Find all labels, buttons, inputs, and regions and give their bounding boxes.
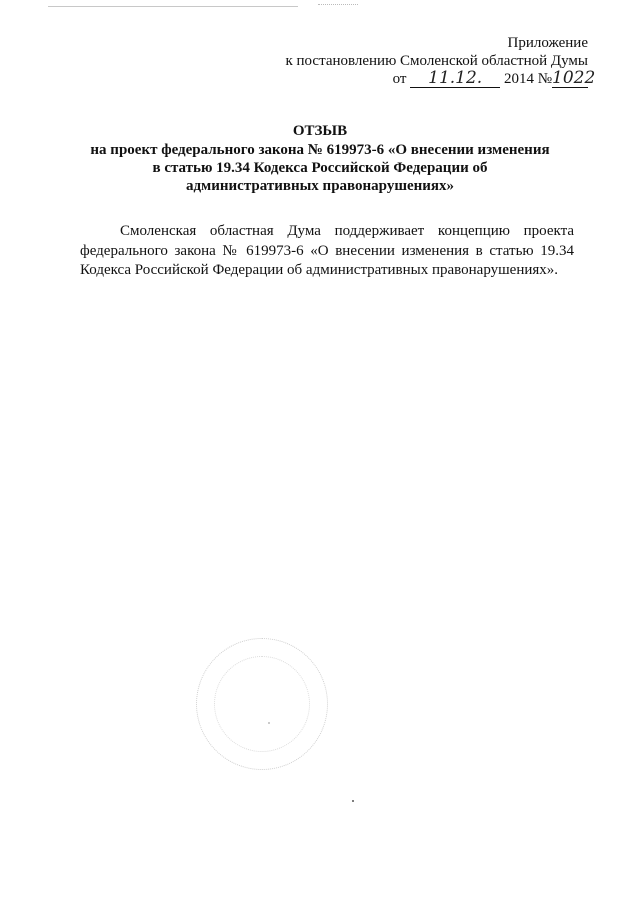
handwritten-date: 11.12. [428, 68, 483, 88]
scan-artifact-dots [318, 4, 358, 7]
scan-speck [352, 800, 354, 802]
appendix-header [228, 34, 596, 88]
document-title: ОТЗЫВ [292, 123, 348, 139]
appendix-title: Приложение [507, 35, 588, 51]
year-text: 2014 [503, 71, 534, 87]
date-field [410, 70, 500, 88]
scan-speck [268, 722, 270, 724]
number-label: № [537, 71, 552, 87]
appendix-date-number-line [228, 68, 596, 88]
handwritten-number: 1022 [552, 68, 596, 88]
document-subtitle: на проект федерального закона № 619973-6 «О внесении изменения в статью 19.34 Кодекса Российской Федерации об административных правонарушениях» [90, 142, 550, 194]
faint-stamp-inner [214, 656, 310, 752]
body-paragraph: Смоленская областная Дума поддерживает концепцию проекта федерального закона № 619973-6 «О внесении изменения в статью 19.34 Кодекса Российской Федерации об административных правонарушениях». [80, 223, 574, 278]
document-title-block [90, 122, 550, 195]
number-field [552, 68, 596, 88]
scan-artifact-line [48, 6, 298, 7]
appendix-resolution-line: к постановлению Смоленской областной Думы [285, 53, 588, 69]
from-label: от [392, 71, 407, 87]
